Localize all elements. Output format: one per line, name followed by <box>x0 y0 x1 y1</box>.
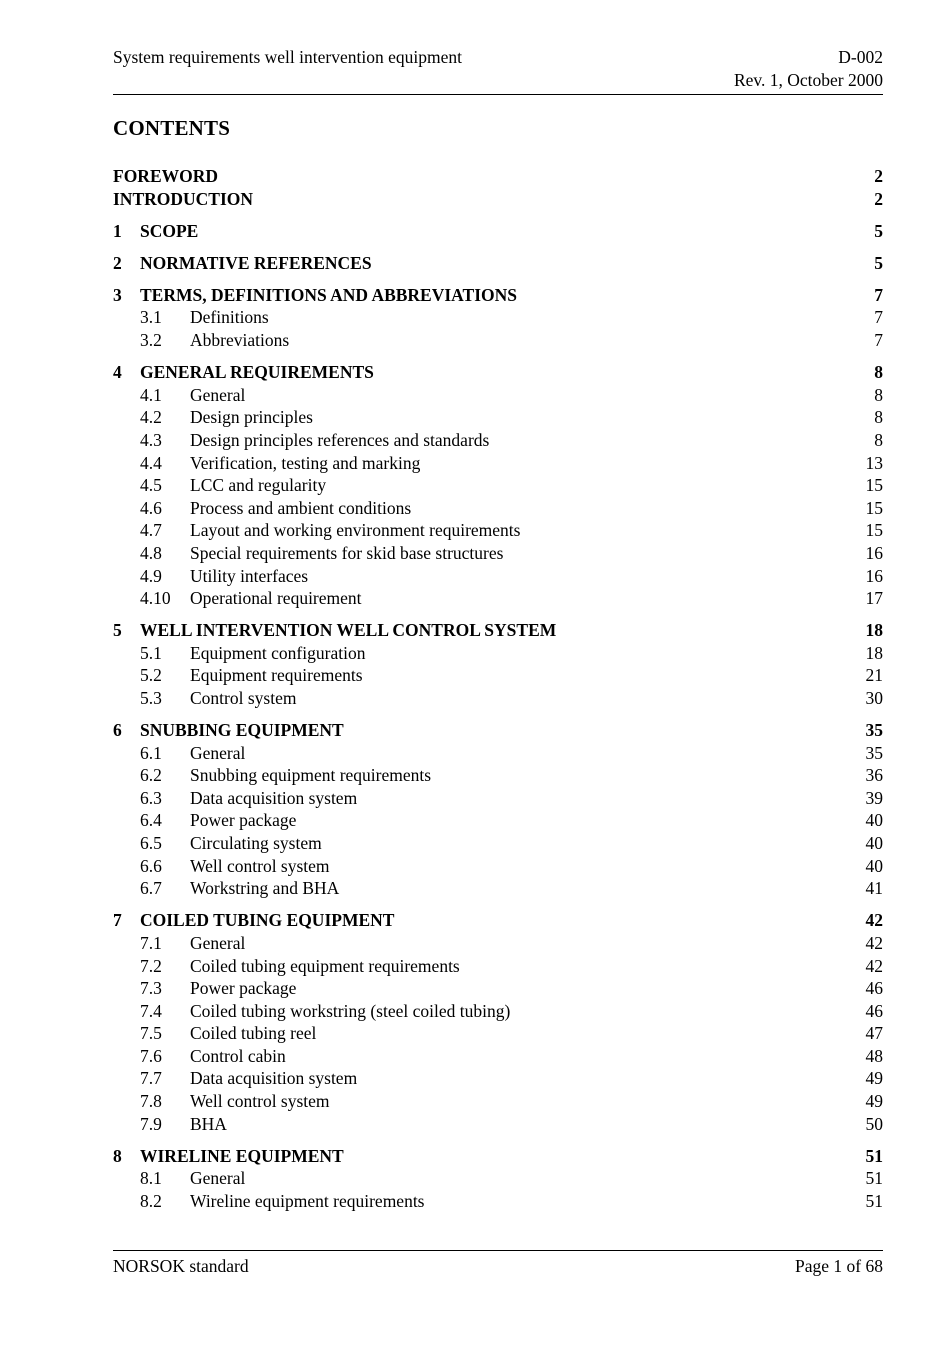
toc-subsection-number: 5.3 <box>140 687 162 708</box>
toc-subsection-label <box>140 1167 245 1190</box>
toc-subsection-page: 40 <box>865 855 883 876</box>
toc-subsection-title: Design principles references and standards <box>190 429 490 450</box>
toc-subsection-entry[interactable] <box>113 877 883 900</box>
toc-subsection-entry[interactable] <box>113 1022 883 1045</box>
toc-subsection-label <box>140 1022 316 1045</box>
toc-subsection-page: 21 <box>865 665 883 686</box>
toc-section-label <box>113 1145 344 1168</box>
toc-subsection-label <box>140 519 520 542</box>
toc-subsection-page: 48 <box>865 1045 883 1066</box>
toc-section-page: 42 <box>865 910 883 931</box>
toc-section-entry[interactable] <box>113 188 883 211</box>
toc-subsection-page: 17 <box>865 588 883 609</box>
toc-subsection-entry[interactable] <box>113 429 883 452</box>
toc-subsection-number: 4.7 <box>140 520 162 541</box>
toc-section-number: 8 <box>113 1145 122 1166</box>
document-title: System requirements well intervention equipment <box>113 47 462 67</box>
toc-subsection-entry[interactable] <box>113 642 883 665</box>
toc-subsection-page: 39 <box>865 787 883 808</box>
toc-section-title: WIRELINE EQUIPMENT <box>140 1145 344 1166</box>
toc-subsection-page: 35 <box>865 742 883 763</box>
toc-subsection-entry[interactable] <box>113 306 883 329</box>
toc-subsection-number: 7.5 <box>140 1023 162 1044</box>
toc-subsection-entry[interactable] <box>113 1045 883 1068</box>
toc-subsection-title: Definitions <box>190 307 269 328</box>
toc-subsection-title: Abbreviations <box>190 330 290 351</box>
toc-section-label <box>113 719 344 742</box>
toc-subsection-number: 5.2 <box>140 665 162 686</box>
toc-subsection-title: BHA <box>190 1113 227 1134</box>
toc-section-page: 2 <box>874 166 883 186</box>
toc-subsection-title: Power package <box>190 810 297 831</box>
toc-subsection-page: 50 <box>865 1113 883 1134</box>
toc-subsection-page: 40 <box>865 833 883 854</box>
toc-subsection-page: 16 <box>865 565 883 586</box>
toc-subsection-number: 4.2 <box>140 407 162 428</box>
toc-subsection-number: 4.10 <box>140 588 171 609</box>
toc-subsection-page: 51 <box>865 1168 883 1189</box>
toc-subsection-number: 7.1 <box>140 932 162 953</box>
toc-subsection-title: Snubbing equipment requirements <box>190 765 432 786</box>
toc-section-page: 35 <box>865 720 883 741</box>
toc-subsection-label <box>140 1045 286 1068</box>
toc-subsection-entry[interactable] <box>113 832 883 855</box>
page-footer <box>113 1250 883 1278</box>
toc-subsection-number: 6.1 <box>140 742 162 763</box>
toc-subsection-entry[interactable] <box>113 474 883 497</box>
toc-subsection-title: Utility interfaces <box>190 565 309 586</box>
footer-standard-label: NORSOK standard <box>113 1256 249 1276</box>
toc-section-number: 4 <box>113 362 122 383</box>
toc-subsection-page: 30 <box>865 687 883 708</box>
toc-subsection-title: General <box>190 384 246 405</box>
toc-subsection-label <box>140 955 460 978</box>
toc-subsection-label <box>140 1067 357 1090</box>
toc-subsection-page: 8 <box>874 407 883 428</box>
toc-subsection-label <box>140 664 363 687</box>
toc-section-entry[interactable] <box>113 909 883 932</box>
document-id: D-002 <box>838 47 883 67</box>
toc-section-number: 1 <box>113 220 122 241</box>
toc-section-label <box>113 619 556 642</box>
toc-section-page: 18 <box>865 620 883 641</box>
toc-subsection-title: Circulating system <box>190 833 322 854</box>
toc-section-entry[interactable] <box>113 619 883 642</box>
toc-subsection-entry[interactable] <box>113 955 883 978</box>
toc-subsection-entry[interactable] <box>113 932 883 955</box>
toc-section-entry[interactable] <box>113 719 883 742</box>
toc-subsection-title: Equipment requirements <box>190 665 363 686</box>
toc-section-label <box>113 909 394 932</box>
toc-subsection-entry[interactable] <box>113 329 883 352</box>
toc-subsection-number: 7.7 <box>140 1068 162 1089</box>
toc-subsection-title: Data acquisition system <box>190 787 358 808</box>
toc-section-entry[interactable] <box>113 252 883 275</box>
toc-subsection-number: 6.7 <box>140 878 162 899</box>
toc-section-entry[interactable] <box>113 220 883 243</box>
toc-subsection-entry[interactable] <box>113 1190 883 1213</box>
toc-subsection-title: Layout and working environment requirements <box>190 520 521 541</box>
contents-heading: CONTENTS <box>113 116 231 140</box>
toc-subsection-title: Control cabin <box>190 1045 286 1066</box>
toc-section-number: 3 <box>113 284 122 305</box>
toc-subsection-page: 15 <box>865 497 883 518</box>
toc-subsection-entry[interactable] <box>113 587 883 610</box>
toc-subsection-label <box>140 832 322 855</box>
toc-subsection-number: 8.2 <box>140 1190 162 1211</box>
toc-section-page: 5 <box>874 220 883 241</box>
toc-subsection-number: 6.6 <box>140 855 162 876</box>
toc-subsection-label <box>140 1000 510 1023</box>
toc-subsection-title: Verification, testing and marking <box>190 452 421 473</box>
toc-subsection-entry[interactable] <box>113 452 883 475</box>
toc-subsection-number: 7.6 <box>140 1045 162 1066</box>
toc-subsection-page: 15 <box>865 475 883 496</box>
toc-subsection-page: 46 <box>865 1000 883 1021</box>
toc-subsection-page: 18 <box>865 642 883 663</box>
toc-subsection-label <box>140 452 420 475</box>
toc-section-page: 2 <box>874 188 883 209</box>
toc-subsection-entry[interactable] <box>113 1113 883 1136</box>
toc-subsection-number: 4.4 <box>140 452 162 473</box>
toc-subsection-entry[interactable] <box>113 742 883 765</box>
toc-subsection-number: 5.1 <box>140 642 162 663</box>
toc-subsection-label <box>140 587 362 610</box>
toc-subsection-title: Well control system <box>190 855 330 876</box>
toc-subsection-label <box>140 642 365 665</box>
toc-subsection-page: 47 <box>865 1023 883 1044</box>
toc-subsection-label <box>140 306 269 329</box>
toc-section-number: 5 <box>113 620 122 641</box>
toc-subsection-label <box>140 542 503 565</box>
toc-subsection-number: 8.1 <box>140 1168 162 1189</box>
toc-subsection-page: 13 <box>865 452 883 473</box>
toc-subsection-page: 49 <box>865 1068 883 1089</box>
toc-subsection-page: 41 <box>865 878 883 899</box>
toc-subsection-entry[interactable] <box>113 1167 883 1190</box>
toc-subsection-page: 8 <box>874 384 883 405</box>
toc-subsection-label <box>140 742 245 765</box>
toc-subsection-title: Control system <box>190 687 297 708</box>
toc-section-label <box>113 361 374 384</box>
table-of-contents <box>113 165 883 1213</box>
toc-section-title: COILED TUBING EQUIPMENT <box>140 910 395 931</box>
toc-subsection-label <box>140 406 313 429</box>
toc-section-entry[interactable] <box>113 284 883 307</box>
toc-subsection-entry[interactable] <box>113 664 883 687</box>
toc-subsection-entry[interactable] <box>113 977 883 1000</box>
toc-section-label <box>113 284 517 307</box>
toc-section-page: 51 <box>865 1145 883 1166</box>
toc-subsection-number: 7.4 <box>140 1000 162 1021</box>
toc-section-title: SCOPE <box>140 220 199 241</box>
toc-subsection-title: Coiled tubing equipment requirements <box>190 955 460 976</box>
toc-subsection-label <box>140 787 357 810</box>
toc-subsection-number: 4.9 <box>140 565 162 586</box>
footer-page-number: Page 1 of 68 <box>795 1256 883 1276</box>
toc-section-label <box>113 188 253 211</box>
toc-section-label <box>113 220 198 243</box>
toc-subsection-page: 16 <box>865 542 883 563</box>
toc-subsection-label <box>140 764 431 787</box>
toc-subsection-page: 49 <box>865 1091 883 1112</box>
toc-subsection-number: 7.8 <box>140 1091 162 1112</box>
toc-subsection-title: Data acquisition system <box>190 1068 358 1089</box>
toc-subsection-number: 4.5 <box>140 475 162 496</box>
toc-section-entry[interactable] <box>113 361 883 384</box>
toc-subsection-label <box>140 565 308 588</box>
toc-subsection-page: 51 <box>865 1190 883 1211</box>
toc-subsection-entry[interactable] <box>113 809 883 832</box>
toc-subsection-title: Power package <box>190 978 297 999</box>
toc-subsection-label <box>140 497 411 520</box>
revision-label: Rev. 1, October 2000 <box>733 70 883 90</box>
page-header <box>113 46 883 95</box>
toc-section-title: INTRODUCTION <box>113 188 254 209</box>
toc-subsection-title: Design principles <box>190 407 313 428</box>
toc-section-entry[interactable] <box>113 1145 883 1168</box>
toc-subsection-number: 3.1 <box>140 307 162 328</box>
toc-section-number: 6 <box>113 720 122 741</box>
toc-subsection-number: 6.3 <box>140 787 162 808</box>
toc-subsection-entry[interactable] <box>113 787 883 810</box>
toc-section-number: 2 <box>113 252 122 273</box>
toc-subsection-label <box>140 687 296 710</box>
toc-subsection-title: General <box>190 742 246 763</box>
toc-subsection-entry[interactable] <box>113 519 883 542</box>
toc-subsection-label <box>140 855 330 878</box>
toc-subsection-entry[interactable] <box>113 406 883 429</box>
toc-section-title: FOREWORD <box>113 166 218 186</box>
toc-section-title: GENERAL REQUIREMENTS <box>140 362 374 383</box>
toc-subsection-number: 6.4 <box>140 810 162 831</box>
toc-subsection-number: 7.3 <box>140 978 162 999</box>
toc-subsection-title: Wireline equipment requirements <box>190 1190 425 1211</box>
toc-subsection-number: 4.1 <box>140 384 162 405</box>
toc-section-label <box>113 165 218 188</box>
toc-subsection-label <box>140 1113 227 1136</box>
toc-subsection-entry[interactable] <box>113 384 883 407</box>
toc-subsection-label <box>140 877 339 900</box>
toc-subsection-title: Coiled tubing workstring (steel coiled tubing) <box>190 1000 511 1021</box>
toc-subsection-page: 7 <box>874 330 883 351</box>
toc-subsection-label <box>140 809 296 832</box>
toc-subsection-number: 3.2 <box>140 330 162 351</box>
toc-subsection-page: 42 <box>865 955 883 976</box>
toc-subsection-title: Operational requirement <box>190 588 362 609</box>
toc-section-entry[interactable] <box>113 165 883 188</box>
toc-subsection-number: 4.8 <box>140 542 162 563</box>
toc-subsection-title: General <box>190 932 246 953</box>
toc-section-title: WELL INTERVENTION WELL CONTROL SYSTEM <box>140 620 557 641</box>
toc-subsection-label <box>140 932 245 955</box>
toc-subsection-page: 8 <box>874 429 883 450</box>
toc-subsection-page: 46 <box>865 978 883 999</box>
toc-subsection-label <box>140 1090 330 1113</box>
toc-subsection-label <box>140 1190 425 1213</box>
toc-subsection-number: 6.2 <box>140 765 162 786</box>
header-row-1 <box>113 46 883 69</box>
toc-subsection-entry[interactable] <box>113 764 883 787</box>
toc-subsection-title: Process and ambient conditions <box>190 497 412 518</box>
toc-section-number: 7 <box>113 910 122 931</box>
toc-subsection-number: 4.6 <box>140 497 162 518</box>
toc-section-title: NORMATIVE REFERENCES <box>140 252 372 273</box>
toc-subsection-title: LCC and regularity <box>190 475 327 496</box>
toc-section-page: 5 <box>874 252 883 273</box>
toc-subsection-entry[interactable] <box>113 565 883 588</box>
toc-subsection-page: 42 <box>865 932 883 953</box>
toc-subsection-entry[interactable] <box>113 855 883 878</box>
toc-subsection-title: General <box>190 1168 246 1189</box>
toc-subsection-page: 15 <box>865 520 883 541</box>
toc-subsection-title: Coiled tubing reel <box>190 1023 317 1044</box>
toc-subsection-label <box>140 429 489 452</box>
toc-section-title: TERMS, DEFINITIONS AND ABBREVIATIONS <box>140 284 517 305</box>
toc-subsection-title: Special requirements for skid base structures <box>190 542 504 563</box>
toc-subsection-entry[interactable] <box>113 687 883 710</box>
toc-subsection-entry[interactable] <box>113 1067 883 1090</box>
toc-subsection-page: 40 <box>865 810 883 831</box>
toc-subsection-number: 7.2 <box>140 955 162 976</box>
toc-subsection-label <box>140 329 289 352</box>
toc-subsection-page: 36 <box>865 765 883 786</box>
toc-subsection-entry[interactable] <box>113 497 883 520</box>
toc-subsection-number: 6.5 <box>140 833 162 854</box>
toc-subsection-label <box>140 977 296 1000</box>
toc-subsection-entry[interactable] <box>113 1000 883 1023</box>
toc-section-label <box>113 252 372 275</box>
toc-section-title: SNUBBING EQUIPMENT <box>140 720 344 741</box>
toc-subsection-title: Well control system <box>190 1091 330 1112</box>
toc-subsection-number: 4.3 <box>140 429 162 450</box>
toc-subsection-title: Workstring and BHA <box>190 878 340 899</box>
toc-subsection-number: 7.9 <box>140 1113 162 1134</box>
toc-subsection-label <box>140 474 326 497</box>
toc-subsection-entry[interactable] <box>113 542 883 565</box>
toc-section-page: 8 <box>874 362 883 383</box>
toc-subsection-label <box>140 384 245 407</box>
toc-subsection-entry[interactable] <box>113 1090 883 1113</box>
toc-section-page: 7 <box>874 284 883 305</box>
toc-subsection-title: Equipment configuration <box>190 642 366 663</box>
toc-subsection-page: 7 <box>874 307 883 328</box>
